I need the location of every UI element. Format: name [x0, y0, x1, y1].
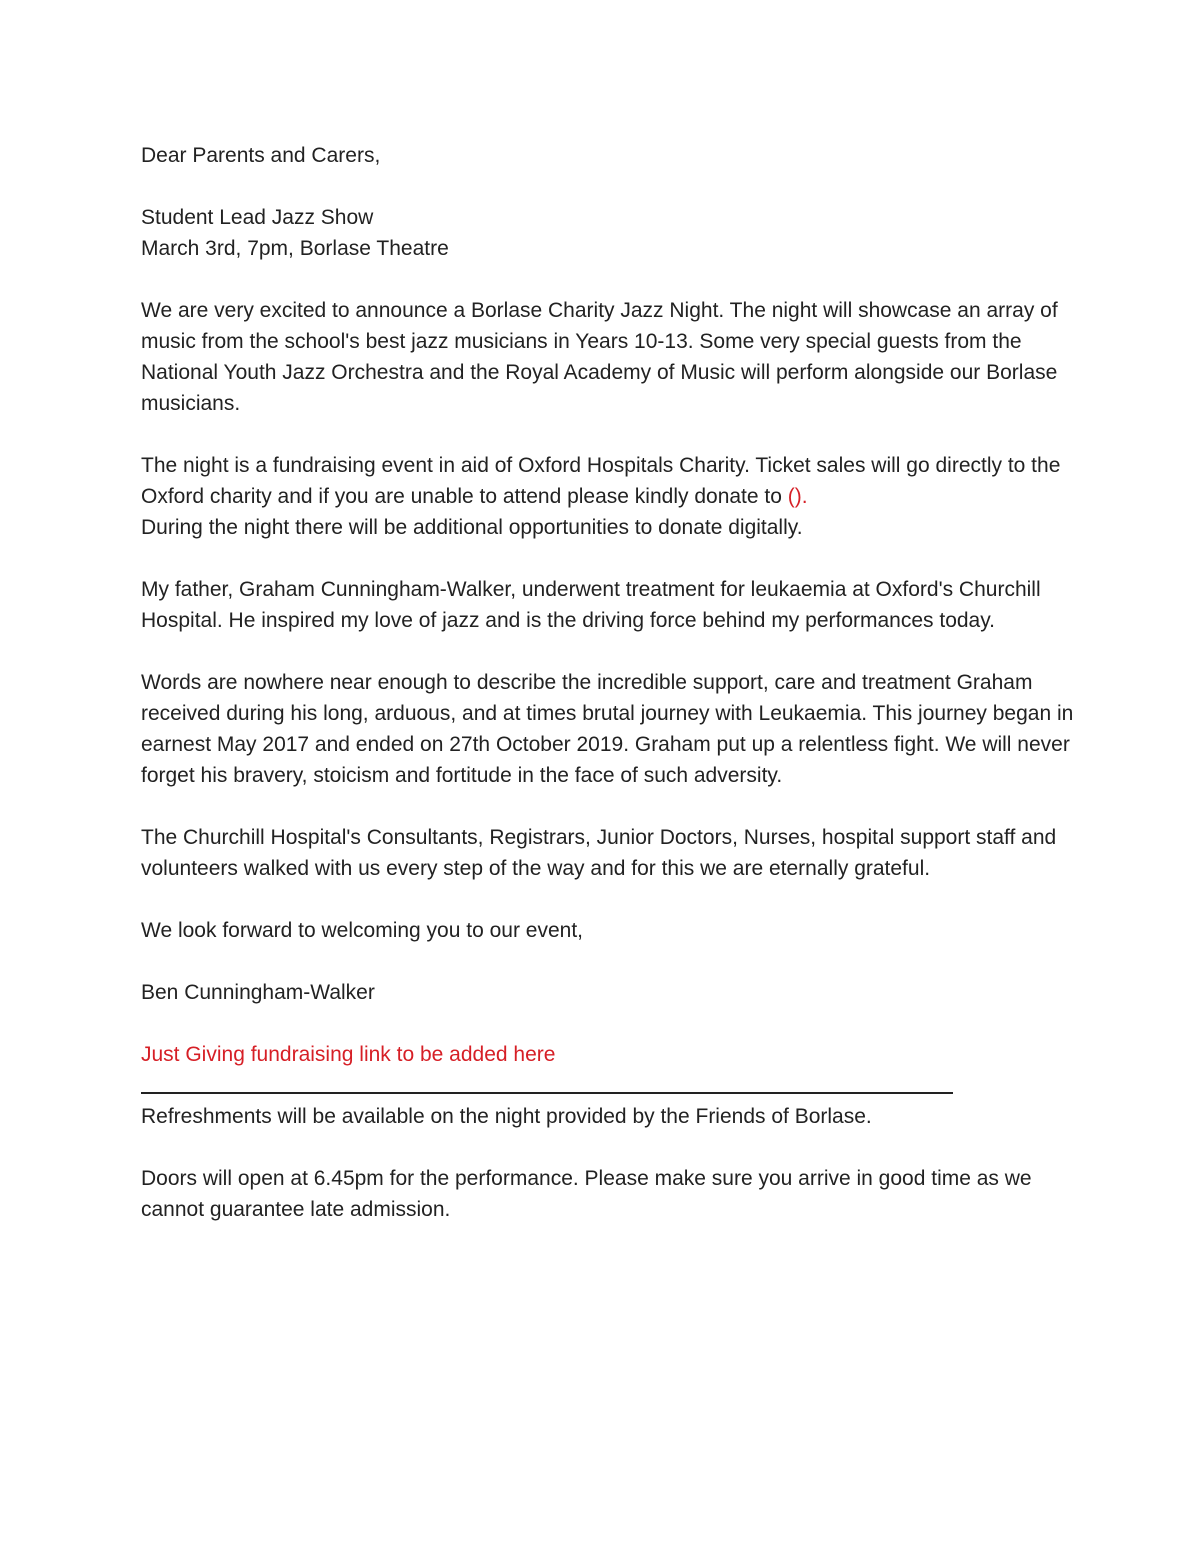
salutation: Dear Parents and Carers, [141, 144, 381, 167]
donation-link-placeholder[interactable]: (). [787, 485, 808, 508]
paragraph-father: My father, Graham Cunningham-Walker, underwent treatment for leukaemia at Oxford's Churchill Hospital. He inspired my love of jazz and is the driving force behind my performances today. [141, 578, 1041, 632]
separator-line [141, 1070, 953, 1101]
doors-note: Doors will open at 6.45pm for the performance. Please make sure you arrive in good time as we cannot guarantee late admission. [141, 1167, 1032, 1221]
paragraph-journey: Words are nowhere near enough to describe the incredible support, care and treatment Graham received during his long, arduous, and at times brutal journey with Leukaemia. This journey began in earnest May 2017 and ended on 27th October 2019. Graham put up a relentless fight. We will never forget his bravery, stoicism and fortitude in the face of such adversity. [141, 671, 1074, 787]
paragraph-gratitude: The Churchill Hospital's Consultants, Registrars, Junior Doctors, Nurses, hospital support staff and volunteers walked with us every step of the way and for this we are eternally grateful. [141, 826, 1057, 880]
closing-line: We look forward to welcoming you to our event, [141, 919, 583, 942]
fundraising-link-note[interactable]: Just Giving fundraising link to be added here [141, 1043, 556, 1066]
paragraph-announcement: We are very excited to announce a Borlase Charity Jazz Night. The night will showcase an array of music from the school's best jazz musicians in Years 10-13. Some very special guests from the National Youth Jazz Orchestra and the Royal Academy of Music will perform alongside our Borlase musicians. [141, 299, 1058, 415]
event-title: Student Lead Jazz Show [141, 206, 374, 229]
fundraising-text-continued: During the night there will be additional opportunities to donate digitally. [141, 516, 803, 539]
fundraising-text: The night is a fundraising event in aid of Oxford Hospitals Charity. Ticket sales will go directly to the Oxford charity and if you are unable to attend please kindly donate to [141, 454, 1061, 508]
refreshments-note: Refreshments will be available on the night provided by the Friends of Borlase. [141, 1105, 872, 1128]
paragraph-fundraising [141, 450, 1081, 543]
signature: Ben Cunningham-Walker [141, 981, 375, 1004]
letter-body [141, 140, 1081, 1256]
event-details: March 3rd, 7pm, Borlase Theatre [141, 237, 449, 260]
